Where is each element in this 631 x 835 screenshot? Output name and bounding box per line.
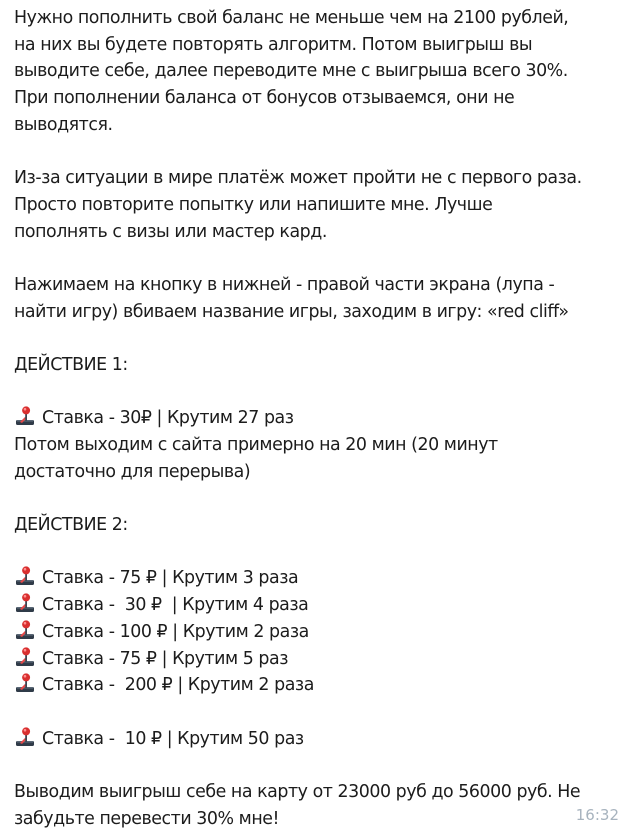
action2-step xyxy=(14,619,621,646)
message-text-line: найти игру) вбиваем название игры, заходим в игру: «red cliff» xyxy=(14,301,569,322)
step-text: Ставка - 10 ₽ | Крутим 50 раз xyxy=(42,728,304,749)
message-text-line: Просто повторите попытку или напишите мне. Лучше xyxy=(14,194,493,215)
action2-title: ДЕЙСТВИЕ 2: xyxy=(14,515,128,536)
action2-step xyxy=(14,565,621,592)
joystick-icon xyxy=(14,672,36,694)
message-text-line: забудьте перевести 30% мне! xyxy=(14,808,280,829)
message-text-line: Выводим выигрыш себе на карту от 23000 руб до 56000 руб. Не xyxy=(14,781,581,802)
message-timestamp: 16:32 xyxy=(575,806,619,825)
final-step xyxy=(14,726,621,753)
blank-line xyxy=(14,379,621,406)
message-text-line: Потом выходим с сайта примерно на 20 мин (20 минут xyxy=(14,435,498,455)
step-text: Ставка - 30₽ | Крутим 27 раз xyxy=(42,408,294,429)
step-text: Ставка - 75 ₽ | Крутим 5 раз xyxy=(42,648,289,669)
joystick-icon xyxy=(14,405,36,427)
blank-line xyxy=(14,138,621,165)
blank-line xyxy=(14,485,621,512)
step-text: Ставка - 200 ₽ | Крутим 2 раза xyxy=(42,675,314,696)
joystick-icon xyxy=(14,726,36,748)
action2-step xyxy=(14,672,621,699)
message-text-line: выводите себе, далее переводите мне с выигрыша всего 30%. xyxy=(14,61,568,82)
message-text-line: Нажимаем на кнопку в нижней - правой части экрана (лупа - xyxy=(14,274,555,295)
step-text: Ставка - 100 ₽ | Крутим 2 раза xyxy=(42,621,309,642)
message-text-line: пополнять с визы или мастер кард. xyxy=(14,221,327,242)
blank-line xyxy=(14,752,621,779)
message-text-line: Из-за ситуации в мире платёж может пройти не с первого раза. xyxy=(14,168,582,189)
step-text: Ставка - 30 ₽ | Крутим 4 раза xyxy=(42,595,309,616)
message-text-line: на них вы будете повторять алгоритм. Потом выигрыш вы xyxy=(14,34,533,55)
blank-line xyxy=(14,539,621,566)
blank-line xyxy=(14,245,621,272)
joystick-icon xyxy=(14,646,36,668)
message-text-line: достаточно для перерыва) xyxy=(14,461,251,482)
message-text-line: Нужно пополнить свой баланс не меньше чем на 2100 рублей, xyxy=(14,8,569,28)
message-text-line: выводятся. xyxy=(14,114,113,135)
joystick-icon xyxy=(14,619,36,641)
blank-line xyxy=(14,325,621,352)
action2-step xyxy=(14,592,621,619)
action1-step xyxy=(14,405,621,432)
action2-step xyxy=(14,646,621,673)
joystick-icon xyxy=(14,565,36,587)
action1-title: ДЕЙСТВИЕ 1: xyxy=(14,354,128,375)
message-text-line: При пополнении баланса от бонусов отзываемся, они не xyxy=(14,88,515,109)
blank-line xyxy=(14,699,621,726)
joystick-icon xyxy=(14,592,36,614)
step-text: Ставка - 75 ₽ | Крутим 3 раза xyxy=(42,568,299,589)
